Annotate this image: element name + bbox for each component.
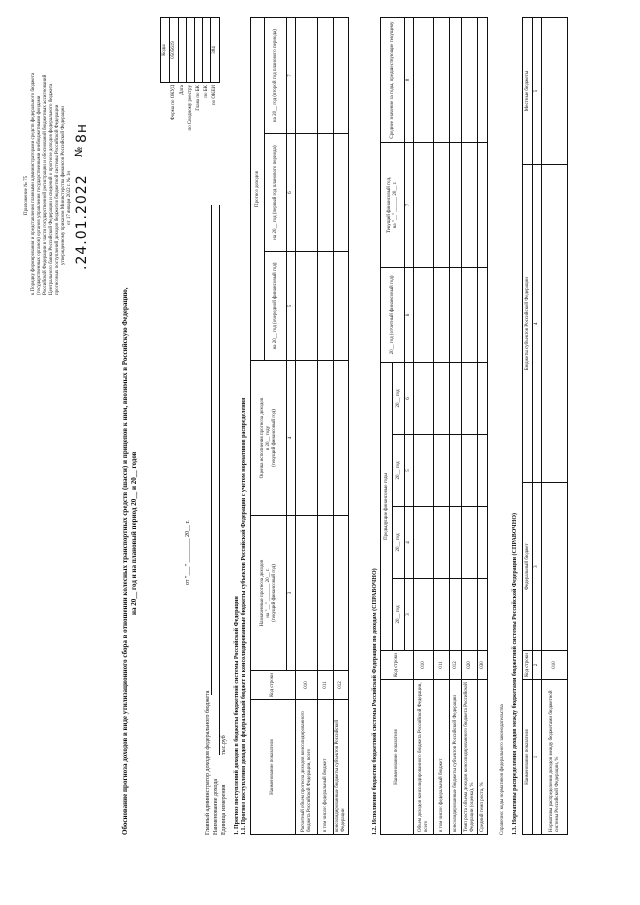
code-label: по БК (203, 85, 209, 98)
col-header: Текущий финансовый год, на "__" ______ 20__ г. (381, 143, 405, 268)
col-header: Код строки (523, 651, 533, 680)
code-value (179, 18, 187, 83)
unit-label: Единица измерения (221, 784, 227, 835)
code-value: 0505619 (170, 18, 179, 83)
code-label: по Сводному реестру (187, 85, 193, 131)
code-label: по ОКЕИ (212, 85, 217, 106)
code-label: Форма по ОКУД (171, 85, 176, 121)
col-header: 20__ год (393, 435, 405, 507)
col-header: Федеральный бюджет (523, 483, 533, 651)
col-header: Прогноз доходов (251, 18, 265, 361)
col-header: Оценка исполнения прогноза доходов в 20__ году (текущий финансовый год) (251, 361, 287, 516)
section-1-2-title: 1.2. Исполнение бюджетов бюджетной системы Российской Федерации по доходам (СПРАВОЧНО) (372, 568, 378, 835)
forecast-table (250, 17, 349, 835)
table-row: Объем доходов консолидированного бюджета Российской Федерации, всего 010 (414, 18, 434, 835)
col-header: на 20__ год (очередной финансовый год) (265, 251, 287, 360)
col-number: 3 (287, 516, 296, 671)
col-header: 20__ год (393, 507, 405, 579)
col-header: Код строки (251, 671, 296, 700)
table-row: Средний темп роста, % 030 (478, 18, 488, 835)
appendix-line: Центрального банка Российской Федерации и сведений о прогнозе доходов федерального бюджета (49, 83, 54, 295)
execution-table: Наименование показателя Код строки Предыдущие финансовые годы 20__ год (отчетный финансовый год) Текущий финансовый год, на "__" ______ 20__ г. Среднее значение за годы, предшествующие текущему 20__ год 20__ год 20__ год 20__ год 3 4 5 6 6 7 8 Объем доходов консолидированного бюджета Российской Федерации, всего 010 в том числе: федеральный бюджет 011 консолидированные бюджеты субъектов Российской Федерации 012 Темп роста объема доходов консолидированного бюджета Российской Федерации (оценка), % 020 Средний темп роста, % 030 (380, 17, 488, 835)
col-number: 5 (287, 251, 296, 360)
table-row: Темп роста объема доходов консолидированного бюджета Российской Федерации (оценка), % 020 (462, 18, 478, 835)
col-number: 4 (287, 361, 296, 516)
code-value (195, 18, 203, 83)
code-label: Глава по БК (195, 85, 201, 111)
table-row: в том числе: федеральный бюджет 011 (434, 18, 450, 835)
col-header: Код строки (381, 651, 414, 680)
code-label: Дата (179, 85, 185, 95)
appendix-line: к Порядку формирования и представления главными администраторами средств федерального бюджета (31, 72, 36, 295)
col-number: 6 (287, 134, 296, 252)
appendix-number: Приложение № 75 (24, 175, 29, 215)
codes-table (160, 17, 220, 187)
table-row: консолидированные бюджеты субъектов Российской Федерации 012 (334, 18, 349, 835)
stamp-number: 8н (74, 122, 90, 143)
appendix-line: от 17 января 2022 г. № 1н (67, 170, 72, 225)
col-header: Наименование показателя (381, 680, 414, 835)
document-title: Обоснование прогноза доходов в виде утилизационного сбора в отношении колесных транспортных средств (шасси) и прицепов к ним, ввозимых в Российскую Федерацию, (121, 287, 129, 835)
table-row: Нормативы распределения доходов между бюджетами бюджетной системы Российской Федерации, % 010 (542, 18, 568, 835)
unit-value: тыс.руб (221, 735, 227, 755)
col-number: 7 (287, 18, 296, 134)
col-header: Среднее значение за годы, предшествующие текущему (381, 18, 405, 143)
codes-header: Коды (161, 18, 170, 83)
rotated-form: Приложение № 75 к Порядку формирования и представления главными администраторами средств федерального бюджета (государственных органов) органов управления государственными внебюджетными фондами Российской Федерации в части государственной регистрации и обоснований бюджетных ассигнований Центрального банка Российской Федерации и сведений о прогнозе доходов федерального бюджета прогнозных поступлений доходов бюджетов бюджетной системы Российской Федерации утвержденному приказом Министерства финансов Российской Федерации от 17 января 2022 г. № 1н .24.01.2022 8н № Обоснование прогноза доходов в виде утилизационного сбора в отношении колесных транспортных средств (шасси) и прицепов к ним, ввозимых в Российскую Федерацию, на 20__ год и на плановый период 20__ и 20__ годов от "___" ________ 20__ г. Коды Форма по ОКУД 0505619 Дата по Сводному реестру Глава по БК по БК по ОКЕИ 384 Главный администратор доходов федерального бюджета Наименование дохода Единица измерения тыс.руб 1. Прогноз поступлений доходов в бюджеты бюджетной системы Российской Федерации 1.1. Прогноз поступления доходов в федеральный бюджет и консолидированные бюджеты субъектов Российской Федерации с учетом нормативов распределения Наименование показателя Код строки Назначенные прогноза доходов на "__" _______ 20__ г. (текущий финансовый год) Оценка исполнения прогноза доходов в 20__ году (текущий финансовый год) Прогноз доходов на 20__ год (очередной финансовый год) на 20__ год (первый год планового периода) на 20__ год (второй год планового периода) 3 4 5 6 7 Расчетный объем прогноза доходов консолидированного бюджета Российской Федерации, всего 010 в том числе: федеральный бюджет 011 консолидированные бюджеты субъектов Российской Федерации 012 1.2. Исполнение бюджетов бюджетной системы Российской Федерации по доходам (СПРАВОЧНО) Наименование показателя Код строки Предыдущие финансовые годы 20__ год (отчетный финансовый год) Текущий финансовый год, на "__" ______ 20__ г. Среднее значение за годы, предшествующие текущему 20__ год 20__ год 20__ год 20__ год 3 4 5 6 6 7 8 Объем доходов консолидированного бюджета Российской Федерации, всего 010 в том числе: федеральный бюджет 011 консолидированные бюджеты субъектов Российской Федерации 012 Темп роста объема доходов консолидированного бюджета Российской Федерации (оценка), % 020 Средний темп роста, % 030 Справочно: коды нормативов федерального законодательства 1.3. Нормативы распределения доходов между бюджетами бюджетной системы Российской Федерации (СПРАВОЧНО) Наименование показателя Код строки Федеральный бюджет Бюджеты субъектов Российской Федерации Местные бюджеты 1 2 3 4 5 Нормативы распределения доходов между бюджетами бюджетной системы Российской Федерации, % 010 (0, 0, 640, 905)
admin-label: Главный администратор доходов федерального бюджета (205, 690, 211, 835)
code-value (203, 18, 211, 83)
table-row: в том числе: федеральный бюджет 011 (318, 18, 334, 835)
appendix-line: прогнозных поступлений доходов бюджетов бюджетной системы Российской Федерации (55, 104, 60, 295)
distribution-table: Наименование показателя Код строки Федеральный бюджет Бюджеты субъектов Российской Федерации Местные бюджеты 1 2 3 4 5 Нормативы распределения доходов между бюджетами бюджетной системы Российской Федерации, % 010 (522, 17, 568, 835)
col-header: на 20__ год (первый год планового периода) (265, 134, 287, 252)
document-subtitle: на 20__ год и на плановый период 20__ и 20__ годов (130, 451, 138, 615)
col-header: 20__ год (393, 579, 405, 651)
appendix-line: (государственных органов) органов управления государственными внебюджетными фондами (37, 95, 42, 295)
table-row: Расчетный объем прогноза доходов консолидированного бюджета Российской Федерации, всего 010 (296, 18, 318, 835)
col-header: Бюджеты субъектов Российской Федерации (523, 165, 533, 483)
col-header: на 20__ год (второй год планового периода) (265, 18, 287, 134)
table-row: консолидированные бюджеты субъектов Российской Федерации 012 (450, 18, 462, 835)
col-header: Наименование показателя (251, 700, 296, 835)
appendix-line: утвержденному приказом Министерства финансов Российской Федерации (61, 106, 66, 265)
col-header: Наименование показателя (523, 680, 533, 835)
col-header: Предыдущие финансовые годы (381, 363, 393, 651)
col-header: Местные бюджеты (523, 18, 533, 165)
code-value: 384 (211, 18, 220, 83)
col-header: 20__ год (отчетный финансовый год) (381, 268, 405, 363)
section-1-3-title: 1.3. Нормативы распределения доходов между бюджетами бюджетной системы Российской Федерации (СПРАВОЧНО) (512, 512, 518, 835)
date-line: от "___" ________ 20__ г. (185, 520, 191, 585)
reference-note: Справочно: коды нормативов федерального законодательства (500, 704, 505, 835)
col-header: Назначенные прогноза доходов на "__" _______ 20__ г. (текущий финансовый год) (251, 516, 287, 671)
stamp-date: .24.01.2022 (74, 174, 90, 270)
income-name-label: Наименование дохода (213, 778, 219, 835)
section-1-1-title: 1.1. Прогноз поступления доходов в федеральный бюджет и консолидированные бюджеты субъектов Российской Федерации с учетом нормативов распределения (241, 397, 247, 835)
code-value (187, 18, 195, 83)
section-1-title: 1. Прогноз поступлений доходов в бюджеты бюджетной системы Российской Федерации (234, 596, 240, 835)
col-header: 20__ год (393, 363, 405, 435)
appendix-line: Российской Федерации в части государственной регистрации и обоснований бюджетных ассигнований (43, 74, 48, 295)
